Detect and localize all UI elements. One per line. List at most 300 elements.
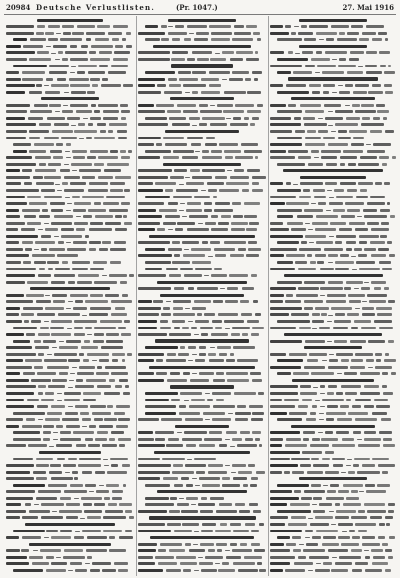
entry-text [328, 385, 338, 388]
entry-text [277, 215, 293, 218]
entry-text [288, 150, 308, 153]
entry-text [80, 412, 89, 415]
entry-text [241, 313, 252, 316]
entry-text [73, 209, 86, 212]
entry-text [87, 556, 93, 559]
entry-text [351, 25, 363, 28]
entry-text [161, 313, 171, 316]
entry-text [51, 333, 70, 336]
entry-text [60, 438, 81, 441]
entry-text [350, 51, 364, 54]
entry-text [190, 379, 209, 382]
entry-text [358, 530, 367, 533]
entry-dash [225, 465, 230, 466]
entry-text [225, 156, 232, 159]
entry-dash [328, 315, 333, 316]
entry-text [13, 458, 33, 461]
entry-text [89, 248, 95, 251]
entry-text [237, 359, 258, 362]
heading-text [291, 425, 376, 428]
entry-text [330, 222, 346, 225]
entry-text [6, 91, 25, 94]
entry-text [321, 156, 338, 159]
entry-text [78, 65, 97, 68]
entry-text [117, 130, 127, 133]
entry-text [138, 189, 163, 192]
entry-text [377, 484, 391, 487]
entry-text [121, 117, 126, 120]
entry-text [303, 431, 315, 434]
entry-text [357, 471, 380, 474]
entry-dash [319, 419, 324, 420]
entry-text [270, 51, 284, 54]
entry-dash [226, 118, 231, 119]
entry-dash [76, 216, 81, 217]
entry-text [270, 458, 290, 461]
entry-text [129, 274, 134, 277]
entry-text [328, 549, 347, 552]
entry-dash [215, 53, 220, 54]
entry-dash [320, 406, 325, 407]
entry-text [382, 385, 388, 388]
entry-text [301, 497, 312, 500]
entry-text [13, 143, 31, 146]
entry-text [6, 25, 34, 28]
entry-text [114, 51, 130, 54]
entry-text [167, 353, 176, 356]
entry-text [163, 137, 184, 140]
entry-text [122, 38, 127, 41]
entry-text [246, 228, 257, 231]
entry-text [346, 117, 360, 120]
entry-dash [68, 570, 73, 571]
entry-text [232, 202, 241, 205]
entry-dash [366, 144, 371, 145]
entry-dash [210, 347, 215, 348]
entry-text [361, 123, 384, 126]
list-entry-line [270, 403, 396, 410]
entry-text [54, 274, 75, 277]
entry-text [48, 163, 61, 166]
entry-text [270, 530, 302, 533]
entry-text [270, 84, 283, 87]
entry-text [72, 268, 88, 271]
entry-text [60, 431, 71, 434]
entry-text [294, 562, 314, 565]
entry-dash [208, 256, 213, 257]
section-heading [270, 174, 396, 181]
entry-text [102, 569, 116, 572]
entry-dash [225, 550, 230, 551]
entry-text [211, 38, 230, 41]
entry-text [379, 261, 392, 264]
entry-text [51, 84, 68, 87]
entry-text [210, 241, 220, 244]
entry-text [311, 150, 319, 153]
entry-text [70, 104, 88, 107]
entry-text [257, 562, 262, 565]
entry-text [199, 104, 209, 107]
entry-text [385, 353, 389, 356]
entry-text [113, 25, 128, 28]
entry-text [168, 32, 187, 35]
entry-text [201, 530, 213, 533]
list-entry-line [6, 240, 134, 247]
entry-text [115, 228, 127, 231]
entry-dash [52, 347, 57, 348]
entry-text [219, 353, 227, 356]
entry-dash [57, 400, 62, 401]
list-entry-line [270, 469, 396, 476]
entry-dash [198, 223, 203, 224]
entry-text [145, 392, 178, 395]
entry-text [182, 523, 199, 526]
entry-text [72, 32, 83, 35]
entry-text [138, 372, 154, 375]
entry-text [145, 117, 167, 120]
entry-text [178, 353, 189, 356]
entry-dash [46, 46, 51, 47]
entry-text [158, 562, 178, 565]
entry-text [303, 549, 325, 552]
entry-text [72, 261, 91, 264]
entry-text [37, 51, 48, 54]
entry-text [366, 51, 377, 54]
entry-text [97, 385, 111, 388]
entry-text [248, 241, 257, 244]
entry-dash [311, 203, 316, 204]
entry-text [325, 182, 337, 185]
entry-text [333, 327, 349, 330]
entry-text [124, 320, 130, 323]
entry-text [291, 228, 306, 231]
entry-text [348, 163, 356, 166]
entry-text [324, 248, 343, 251]
entry-text [176, 556, 196, 559]
entry-text [192, 307, 206, 310]
entry-text [313, 497, 322, 500]
entry-text [359, 235, 379, 238]
entry-text [305, 143, 326, 146]
entry-text [168, 202, 179, 205]
entry-text [270, 569, 283, 572]
entry-text [6, 248, 23, 251]
entry-text [336, 431, 349, 434]
entry-text [286, 543, 296, 546]
entry-text [226, 372, 248, 375]
entry-text [270, 248, 297, 251]
entry-text [327, 490, 335, 493]
entry-text [174, 484, 184, 487]
entry-text [57, 254, 78, 257]
entry-dash [184, 400, 189, 401]
entry-text [45, 32, 54, 35]
entry-text [341, 215, 355, 218]
entry-text [6, 104, 30, 107]
entry-dash [204, 275, 209, 276]
entry-text [312, 91, 320, 94]
entry-dash [82, 426, 87, 427]
heading-text [284, 333, 383, 336]
entry-text [6, 516, 20, 519]
entry-text [88, 209, 106, 212]
entry-dash [102, 275, 107, 276]
entry-text [6, 392, 34, 395]
entry-text [169, 510, 180, 513]
entry-text [45, 228, 58, 231]
entry-text [246, 254, 260, 257]
entry-text [334, 340, 347, 343]
entry-text [270, 196, 296, 199]
entry-text [235, 156, 253, 159]
entry-text [183, 372, 190, 375]
entry-text [75, 385, 94, 388]
entry-text [371, 549, 383, 552]
entry-text [163, 307, 171, 310]
entry-text [238, 471, 252, 474]
entry-text [352, 569, 362, 572]
entry-text [70, 294, 88, 297]
entry-text [95, 215, 114, 218]
entry-text [383, 444, 395, 447]
entry-text [204, 209, 212, 212]
entry-text [179, 78, 198, 81]
entry-text [43, 425, 54, 428]
entry-text [13, 340, 30, 343]
entry-text [376, 307, 392, 310]
entry-text [209, 431, 222, 434]
entry-text [126, 45, 131, 48]
list-entry-line [138, 141, 266, 148]
entry-text [202, 523, 216, 526]
entry-text [194, 300, 212, 303]
entry-text [355, 399, 371, 402]
entry-text [204, 313, 215, 316]
entry-text [6, 261, 21, 264]
entry-text [277, 110, 302, 113]
entry-text [292, 536, 302, 539]
entry-text [317, 261, 324, 264]
entry-text [335, 110, 353, 113]
entry-text [331, 307, 352, 310]
entry-text [322, 458, 329, 461]
entry-text [300, 182, 323, 185]
entry-text [60, 530, 72, 533]
entry-text [270, 549, 290, 552]
entry-text [99, 425, 113, 428]
entry-text [270, 287, 296, 290]
entry-dash [308, 518, 313, 519]
heading-text [299, 19, 366, 22]
entry-text [94, 281, 117, 284]
entry-text [370, 516, 382, 519]
entry-text [291, 458, 310, 461]
entry-text [30, 38, 47, 41]
entry-text [344, 287, 351, 290]
entry-text [79, 366, 94, 369]
entry-text [308, 163, 323, 166]
entry-text [36, 477, 48, 480]
entry-text [156, 359, 163, 362]
entry-text [74, 130, 96, 133]
entry-text [156, 143, 163, 146]
entry-text [306, 418, 317, 421]
entry-dash [352, 269, 357, 270]
list-entry-line [138, 403, 266, 410]
entry-text [175, 228, 183, 231]
entry-text [174, 254, 180, 257]
entry-text [172, 51, 189, 54]
entry-text [169, 117, 187, 120]
entry-text [189, 405, 210, 408]
entry-text [74, 536, 84, 539]
entry-text [375, 182, 381, 185]
entry-text [232, 38, 253, 41]
entry-text [378, 248, 389, 251]
entry-text [387, 202, 391, 205]
entry-text [386, 523, 390, 526]
entry-text [111, 300, 132, 303]
entry-text [277, 163, 305, 166]
entry-text [234, 392, 256, 395]
entry-text [39, 215, 51, 218]
entry-text [36, 464, 49, 467]
entry-text [41, 399, 54, 402]
entry-text [208, 549, 216, 552]
entry-text [315, 569, 330, 572]
list-entry-line [6, 207, 134, 214]
entry-text [244, 215, 257, 218]
entry-text [213, 300, 223, 303]
entry-text [277, 484, 309, 487]
entry-text [92, 562, 111, 565]
entry-dash [66, 308, 71, 309]
entry-text [180, 392, 202, 395]
entry-dash [231, 472, 236, 473]
entry-text [316, 241, 333, 244]
entry-dash [357, 216, 362, 217]
entry-text [183, 84, 206, 87]
entry-dash [53, 432, 58, 433]
entry-text [343, 503, 361, 506]
heading-text [149, 235, 256, 238]
entry-text [209, 84, 222, 87]
entry-text [83, 399, 97, 402]
entry-text [102, 444, 116, 447]
entry-text [82, 418, 91, 421]
entry-text [37, 372, 56, 375]
entry-dash [189, 33, 194, 34]
entry-text [103, 117, 118, 120]
entry-text [310, 261, 316, 264]
entry-text [6, 117, 25, 120]
entry-dash [319, 413, 324, 414]
entry-text [288, 51, 293, 54]
entry-dash [188, 360, 193, 361]
entry-text [304, 366, 326, 369]
entry-text [354, 248, 362, 251]
entry-text [106, 484, 119, 487]
entry-dash [59, 341, 64, 342]
list-entry-line [138, 240, 266, 247]
entry-text [221, 215, 232, 218]
entry-text [235, 104, 254, 107]
entry-text [212, 320, 222, 323]
entry-text [86, 549, 107, 552]
entry-text [120, 150, 126, 153]
entry-text [84, 510, 102, 513]
entry-dash [364, 550, 369, 551]
entry-text [63, 464, 76, 467]
entry-text [372, 458, 389, 461]
entry-dash [49, 446, 54, 447]
entry-text [13, 412, 45, 415]
entry-text [229, 78, 243, 81]
entry-text [194, 196, 210, 199]
entry-text [98, 156, 118, 159]
entry-text [89, 182, 108, 185]
entry-text [382, 471, 389, 474]
entry-text [202, 169, 225, 172]
entry-text [138, 307, 161, 310]
entry-dash [329, 511, 334, 512]
entry-text [138, 569, 163, 572]
entry-text [244, 556, 262, 559]
entry-dash [341, 472, 346, 473]
entry-text [334, 320, 351, 323]
entry-text [138, 471, 170, 474]
entry-text [38, 274, 51, 277]
entry-text [59, 510, 82, 513]
entry-text [349, 222, 365, 225]
entry-text [24, 320, 30, 323]
entry-text [138, 274, 166, 277]
list-entry-line [6, 43, 134, 50]
entry-text [229, 274, 248, 277]
entry-text [284, 471, 290, 474]
entry-dash [66, 210, 71, 211]
entry-dash [192, 354, 197, 355]
entry-text [87, 353, 110, 356]
entry-text [138, 556, 153, 559]
entry-text [145, 399, 169, 402]
entry-dash [68, 406, 73, 407]
heading-text [149, 366, 255, 369]
entry-text [305, 110, 325, 113]
entry-text [62, 25, 75, 28]
entry-text [89, 425, 96, 428]
entry-text [50, 150, 62, 153]
entry-text [226, 556, 241, 559]
entry-text [169, 333, 191, 336]
entry-text [391, 372, 396, 375]
entry-dash [68, 301, 73, 302]
entry-text [103, 110, 120, 113]
entry-text [360, 189, 367, 192]
entry-text [305, 340, 326, 343]
entry-text [27, 281, 48, 284]
list-entry-line [138, 567, 266, 574]
entry-text [86, 32, 105, 35]
entry-text [327, 392, 334, 395]
entry-dash [179, 498, 184, 499]
entry-text [340, 405, 349, 408]
entry-text [224, 91, 246, 94]
entry-text [168, 248, 182, 251]
entry-text [48, 484, 67, 487]
entry-text [54, 123, 69, 126]
entry-text [249, 405, 263, 408]
